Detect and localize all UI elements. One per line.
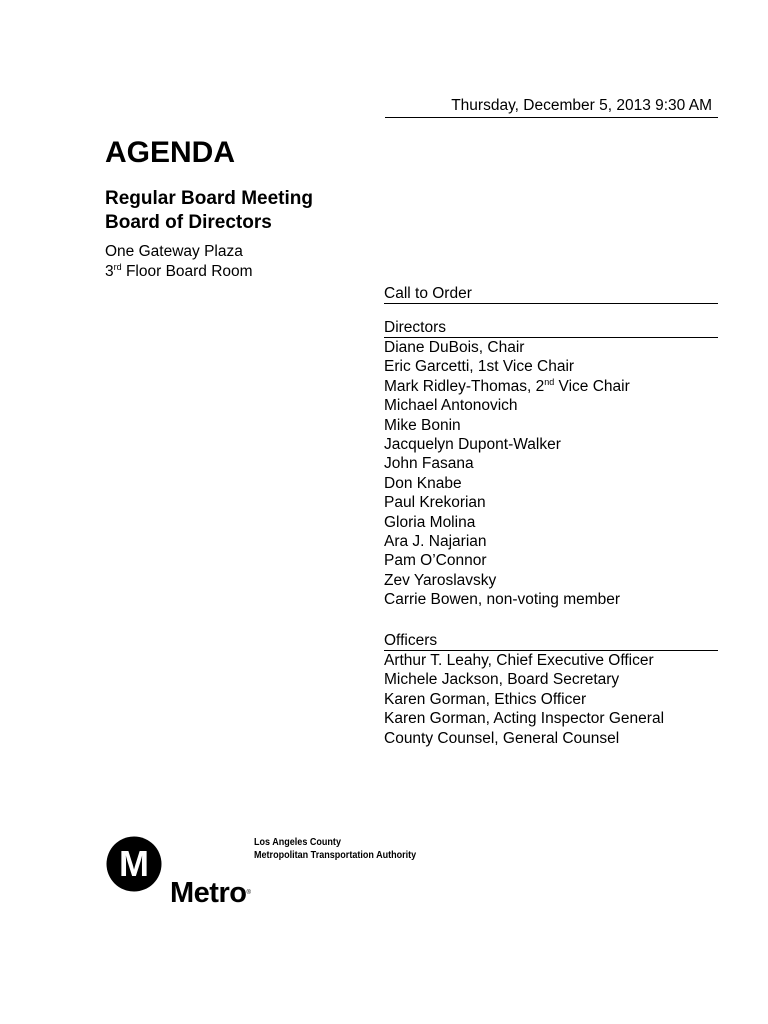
meeting-date-time-text: Thursday, December 5, 2013 9:30 AM	[451, 97, 712, 114]
location-line1: One Gateway Plaza	[105, 243, 243, 260]
meeting-date-time	[385, 96, 718, 118]
director-name-title: Mark Ridley-Thomas, 2	[384, 377, 545, 395]
list-item: Pam O’Connor	[384, 552, 487, 570]
list-item: Zev Yaroslavsky	[384, 571, 497, 589]
page-title: AGENDA	[105, 136, 236, 169]
list-item: Diane DuBois, Chair	[384, 339, 525, 356]
list-item: Jacquelyn Dupont-Walker	[384, 436, 561, 454]
list-item: Gloria Molina	[384, 513, 476, 531]
list-item: Karen Gorman, Acting Inspector General	[384, 710, 665, 728]
list-item: Michael Antonovich	[384, 397, 518, 415]
directors-header: Directors	[384, 318, 718, 338]
agency-name-line1: Los Angeles County	[254, 836, 341, 848]
list-item: Eric Garcetti, 1st Vice Chair	[384, 358, 575, 376]
location-floor-number: 3	[105, 262, 114, 280]
list-item: John Fasana	[384, 455, 474, 473]
ordinal-suffix: nd	[544, 376, 555, 387]
meeting-title	[105, 187, 313, 235]
location-line2	[105, 263, 253, 280]
meeting-location	[105, 242, 253, 281]
list-item: Paul Krekorian	[384, 494, 486, 512]
list-item: Arthur T. Leahy, Chief Executive Officer	[384, 652, 654, 669]
registered-mark: ®	[246, 890, 251, 896]
directors-section	[384, 318, 718, 610]
officers-list	[384, 651, 718, 748]
list-item: Mike Bonin	[384, 416, 461, 434]
metro-wordmark	[170, 876, 250, 910]
meeting-title-line2: Board of Directors	[105, 212, 272, 233]
director-title-rest: Vice Chair	[554, 377, 630, 395]
location-room: Floor Board Room	[121, 262, 253, 280]
list-item: County Counsel, General Counsel	[384, 729, 620, 747]
metro-word-text: Metro	[170, 877, 247, 909]
meeting-title-line1: Regular Board Meeting	[105, 188, 313, 209]
call-to-order-header: Call to Order	[384, 284, 718, 304]
list-item: Karen Gorman, Ethics Officer	[384, 690, 587, 708]
list-item	[384, 377, 718, 396]
list-item: Don Knabe	[384, 474, 462, 492]
list-item: Carrie Bowen, non-voting member	[384, 591, 621, 609]
officers-header: Officers	[384, 631, 718, 651]
list-item: Ara J. Najarian	[384, 533, 487, 551]
officers-section	[384, 631, 718, 748]
logo-letter: M	[119, 843, 149, 884]
location-floor-ordinal: rd	[113, 261, 122, 272]
list-item: Michele Jackson, Board Secretary	[384, 671, 620, 689]
call-to-order-section	[384, 284, 718, 304]
agency-name-line2: Metropolitan Transportation Authority	[254, 848, 417, 861]
directors-list	[384, 338, 718, 610]
metro-m-logo-icon	[106, 836, 162, 892]
agency-name	[254, 836, 416, 861]
